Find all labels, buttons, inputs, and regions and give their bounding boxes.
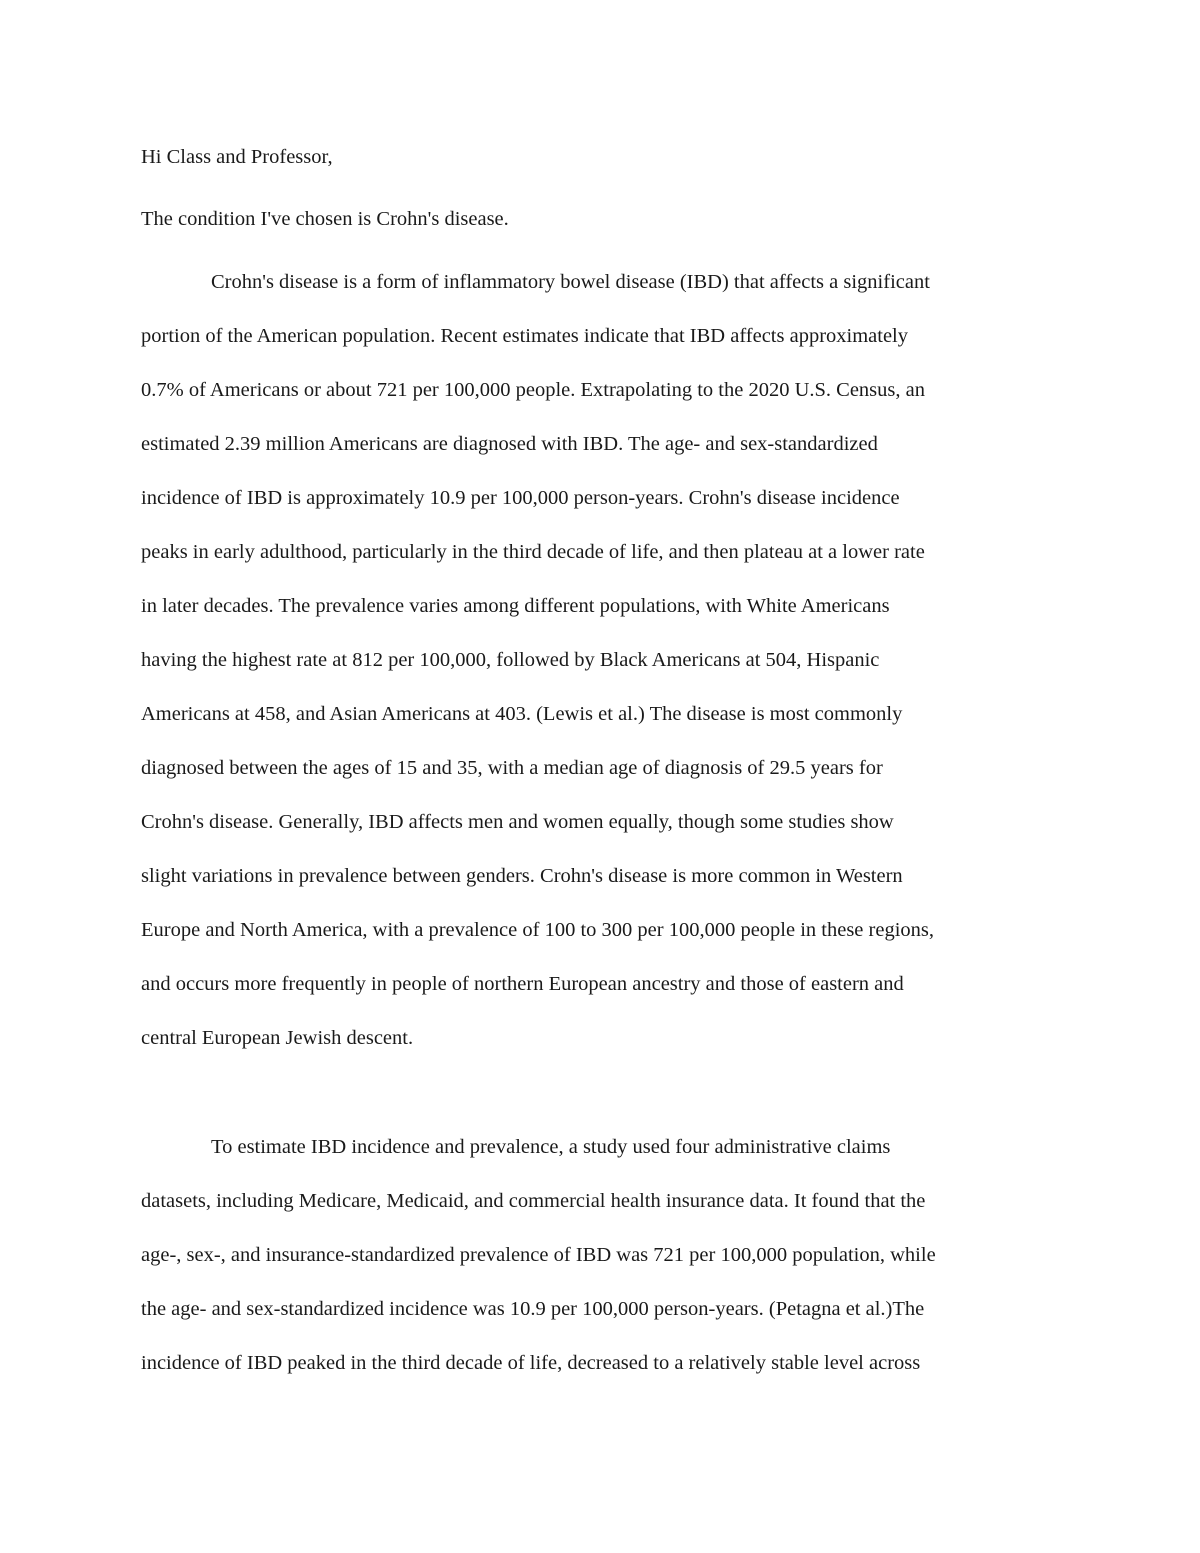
greeting-line: Hi Class and Professor, bbox=[141, 146, 333, 168]
paragraph-line: Americans at 458, and Asian Americans at 403. (Lewis et al.) The disease is most commonly bbox=[141, 703, 903, 725]
paragraph-line: datasets, including Medicare, Medicaid, and commercial health insurance data. It found that the bbox=[141, 1190, 926, 1212]
paragraph-line: portion of the American population. Recent estimates indicate that IBD affects approximately bbox=[141, 325, 908, 347]
paragraph-line: and occurs more frequently in people of northern European ancestry and those of eastern and bbox=[141, 973, 904, 995]
paragraph-line: To estimate IBD incidence and prevalence, a study used four administrative claims bbox=[211, 1136, 891, 1158]
paragraph-line: having the highest rate at 812 per 100,000, followed by Black Americans at 504, Hispanic bbox=[141, 649, 880, 671]
paragraph-line: incidence of IBD is approximately 10.9 per 100,000 person-years. Crohn's disease incidence bbox=[141, 487, 900, 509]
paragraph-line: Europe and North America, with a prevalence of 100 to 300 per 100,000 people in these regions, bbox=[141, 919, 935, 941]
paragraph-line: diagnosed between the ages of 15 and 35, with a median age of diagnosis of 29.5 years for bbox=[141, 757, 883, 779]
paragraph-line: slight variations in prevalence between genders. Crohn's disease is more common in Western bbox=[141, 865, 903, 887]
paragraph-line: the age- and sex-standardized incidence was 10.9 per 100,000 person-years. (Petagna et al.)The bbox=[141, 1298, 925, 1320]
paragraph-line: Crohn's disease. Generally, IBD affects men and women equally, though some studies show bbox=[141, 811, 894, 833]
paragraph-line: incidence of IBD peaked in the third decade of life, decreased to a relatively stable level across bbox=[141, 1352, 921, 1374]
paragraph-line: central European Jewish descent. bbox=[141, 1027, 414, 1049]
paragraph-line: Crohn's disease is a form of inflammatory bowel disease (IBD) that affects a significant bbox=[211, 271, 930, 293]
paragraph-line: estimated 2.39 million Americans are diagnosed with IBD. The age- and sex-standardized bbox=[141, 433, 878, 455]
paragraph-line: peaks in early adulthood, particularly in the third decade of life, and then plateau at a lower rate bbox=[141, 541, 925, 563]
paragraph-line: in later decades. The prevalence varies among different populations, with White Americans bbox=[141, 595, 890, 617]
paragraph-line: age-, sex-, and insurance-standardized prevalence of IBD was 721 per 100,000 population, while bbox=[141, 1244, 936, 1266]
intro-line: The condition I've chosen is Crohn's disease. bbox=[141, 208, 509, 230]
paragraph-line: 0.7% of Americans or about 721 per 100,000 people. Extrapolating to the 2020 U.S. Census, an bbox=[141, 379, 925, 401]
